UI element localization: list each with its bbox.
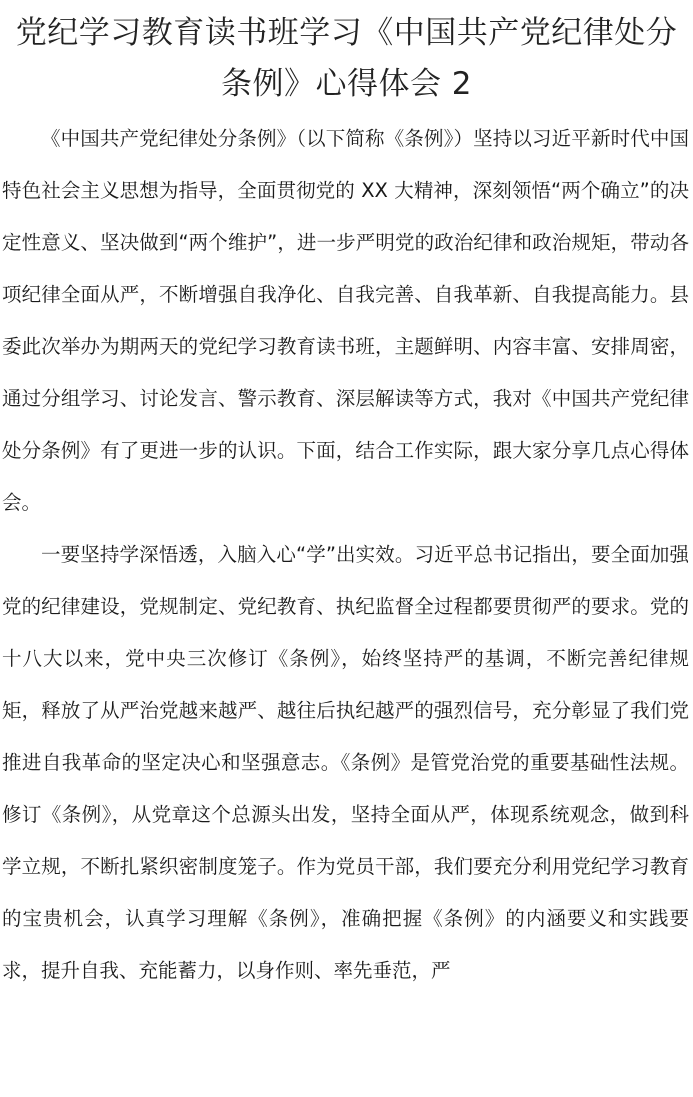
paragraph-intro: 《中国共产党纪律处分条例》（以下简称《条例》）坚持以习近平新时代中国特色社会主义思想为指导，全面贯彻党的 XX 大精神，深刻领悟“两个确立”的决定性意义、坚决做到“两个维护”，进一步严明党的政治纪律和政治规矩，带动各项纪律全面从严，不断增强自我净化、自我完善、自我革新、自我提高能力。县委此次举办为期两天的党纪学习教育读书班，主题鲜明、内容丰富、安排周密，通过分组学习、讨论发言、警示教育、深层解读等方式，我对《中国共产党纪律处分条例》有了更进一步的认识。下面，结合工作实际，跟大家分享几点心得体会。 bbox=[2, 127, 689, 514]
paragraph-point-one: 一要坚持学深悟透，入脑入心“学”出实效。习近平总书记指出，要全面加强党的纪律建设，党规制定、党纪教育、执纪监督全过程都要贯彻严的要求。党的十八大以来，党中央三次修订《条例》，始终坚持严的基调，不断完善纪律规矩，释放了从严治党越来越严、越往后执纪越严的强烈信号，充分彰显了我们党推进自我革命的坚定决心和坚强意志。《条例》是管党治党的重要基础性法规。修订《条例》，从党章这个总源头出发，坚持全面从严，体现系统观念，做到科学立规，不断扎紧织密制度笼子。作为党员干部，我们要充分利用党纪学习教育的宝贵机会，认真学习理解《条例》，准确把握《条例》的内涵要义和实践要求，提升自我、充能蓄力，以身作则、率先垂范，严 bbox=[2, 543, 689, 982]
document-title: 党纪学习教育读书班学习《中国共产党纪律处分条例》心得体会 2 bbox=[15, 15, 678, 102]
